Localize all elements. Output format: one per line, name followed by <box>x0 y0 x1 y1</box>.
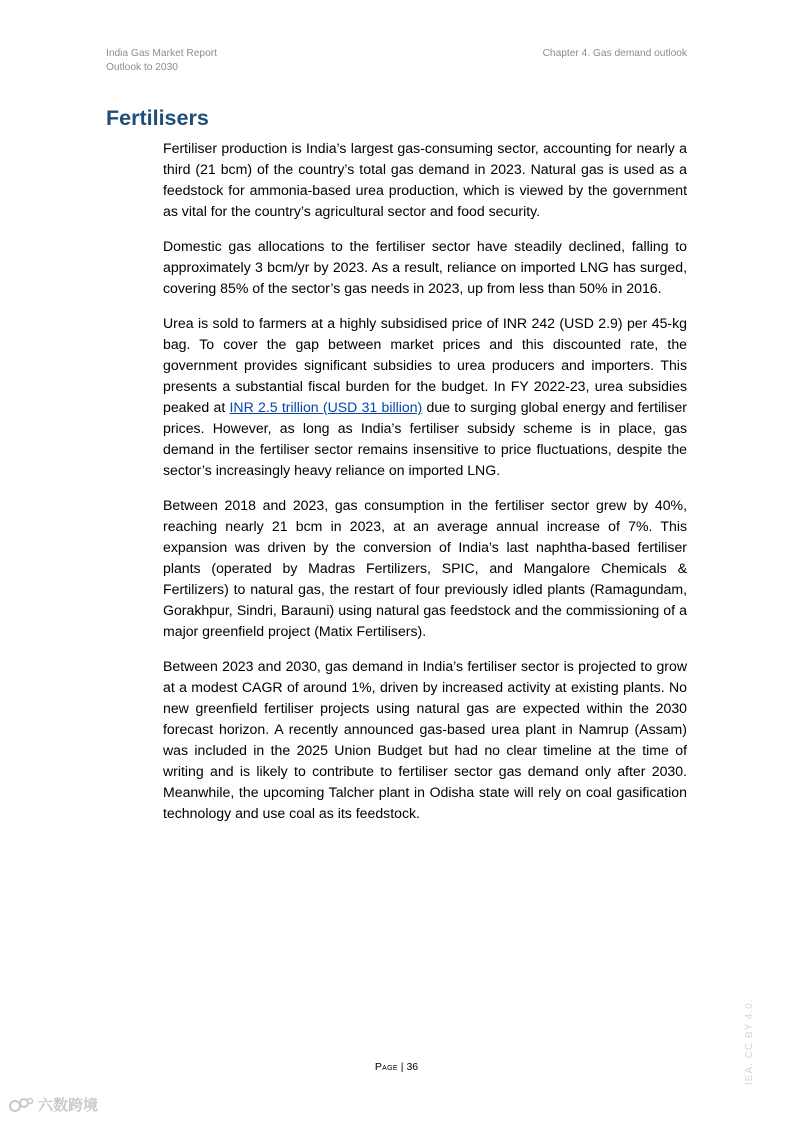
paragraph: Between 2018 and 2023, gas consumption in the fertiliser sector grew by 40%, reaching nearly 21 bcm in 2023, at an average annual increase of 7%. This expansion was driven by the conversion of India’s last naphtha-based fertiliser plants (operated by Madras Fertilizers, SPIC, and Mangalore Chemicals & Fertilizers) to natural gas, the restart of four previously idled plants (Ramagundam, Gorakhpur, Sindri, Barauni) using natural gas feedstock and the commissioning of a major greenfield project (Matix Fertilisers). <box>163 497 687 639</box>
paragraph: Domestic gas allocations to the fertiliser sector have steadily declined, falling to approximately 3 bcm/yr by 2023. As a result, reliance on imported LNG has surged, covering 85% of the sector’s gas needs in 2023, up from less than 50% in 2016. <box>163 238 687 296</box>
paragraph: Between 2023 and 2030, gas demand in India’s fertiliser sector is projected to grow at a modest CAGR of around 1%, driven by increased activity at existing plants. No new greenfield fertiliser projects using natural gas are expected within the 2030 forecast horizon. A recently announced gas-based urea plant in Namrup (Assam) was included in the 2025 Union Budget but had no clear timeline at the time of writing and is likely to contribute to fertiliser sector gas demand only after 2030. Meanwhile, the upcoming Talcher plant in Odisha state will rely on coal gasification technology and use coal as its feedstock. <box>163 658 687 821</box>
page-footer <box>0 1061 793 1073</box>
report-header <box>106 47 217 74</box>
urea-subsidy-link[interactable]: INR 2.5 trillion (USD 31 billion) <box>229 399 423 415</box>
chapter-header: Chapter 4. Gas demand outlook <box>542 48 687 59</box>
page-number: 36 <box>406 1061 419 1073</box>
paragraph-text: Urea is sold to farmers at a highly subsidised price of INR 242 (USD 2.9) per 45-kg bag. To cover the gap between market prices and this discounted rate, the government provides significant subsidies to urea producers and importers. This presents a substantial fiscal burden for the budget. In FY 2022-23, urea subsidies peaked at <box>163 315 687 415</box>
page-label: Page <box>374 1061 398 1073</box>
license-notice: IEA. CC BY 4.0. <box>744 998 755 1085</box>
paragraph-text: due to surging global energy and fertiliser prices. However, as long as India’s fertiliser subsidy scheme is in place, gas demand in the fertiliser sector remains insensitive to price fluctuations, despite the sector’s increasingly heavy reliance on imported LNG. <box>163 399 687 478</box>
watermark-text: 六数跨境 <box>38 1097 99 1114</box>
page-separator: | <box>397 1061 407 1073</box>
body-text <box>163 138 687 838</box>
paragraph <box>163 313 687 481</box>
report-title: India Gas Market Report <box>106 48 217 59</box>
report-subtitle: Outlook to 2030 <box>106 61 178 73</box>
section-title: Fertilisers <box>106 106 209 130</box>
watermark <box>8 1094 98 1115</box>
paragraph: Fertiliser production is India’s largest gas-consuming sector, accounting for nearly a third (21 bcm) of the country’s total gas demand in 2023. Natural gas is used as a feedstock for ammonia-based urea production, which is viewed by the government as vital for the country’s agricultural sector and food security. <box>163 140 687 219</box>
watermark-logo-icon <box>8 1096 34 1114</box>
